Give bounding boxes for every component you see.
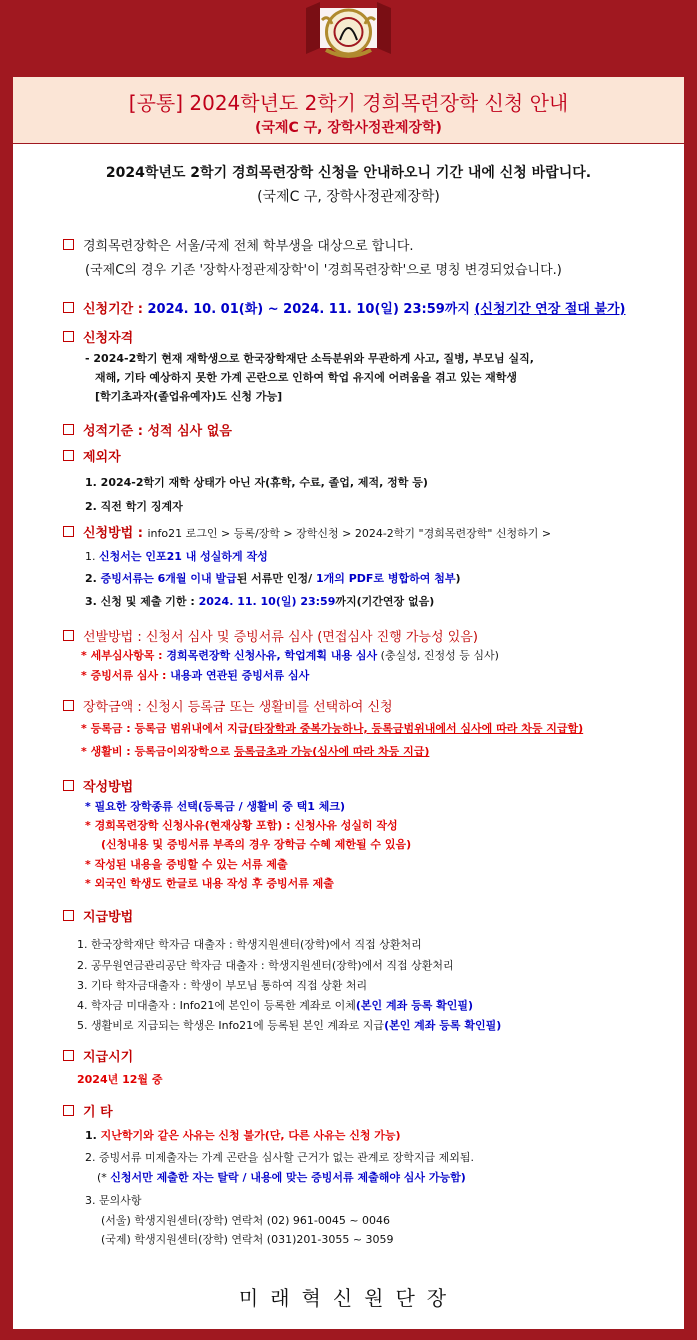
checkbox-icon xyxy=(63,1105,74,1116)
selection-line-2: * 증빙서류 심사 : 내용과 연관된 증빙서류 심사 xyxy=(81,669,310,682)
checkbox-icon xyxy=(63,910,74,921)
university-emblem-icon xyxy=(300,0,397,66)
payment-line-2: 2. 공무원연금관리공단 학자금 대출자 : 학생지원센터(장학)에서 직접 상환처리 xyxy=(77,959,454,972)
payment-method-section: 지급방법 xyxy=(63,906,133,925)
writing-line-5: * 외국인 학생도 한글로 내용 작성 후 증빙서류 제출 xyxy=(85,877,334,890)
checkbox-icon xyxy=(63,1050,74,1061)
checkbox-icon xyxy=(63,239,74,250)
writing-line-2: * 경희목련장학 신청사유(현재상황 포함) : 신청사유 성실히 작성 xyxy=(85,819,398,832)
eligibility-line-3: [학기초과자(졸업유예자)도 신청 가능] xyxy=(95,390,283,403)
writing-section: 작성방법 xyxy=(63,776,133,795)
contact-seoul: (서울) 학생지원센터(장학) 연락처 (02) 961-0045 ~ 0046 xyxy=(101,1214,391,1227)
exclusion-item-1: 1. 2024-2학기 재학 상태가 아닌 자(휴학, 수료, 졸업, 제적, 정학 등) xyxy=(85,476,428,489)
amount-line-2: * 생활비 : 등록금이외장학으로 등록금초과 가능(심사에 따라 차등 지급) xyxy=(81,745,430,758)
notice-body xyxy=(13,144,684,1329)
checkbox-icon xyxy=(63,302,74,313)
eligibility-line-2: 재해, 기타 예상하지 못한 가계 곤란으로 인하여 학업 유지에 어려움을 겪고 있는 재학생 xyxy=(95,371,518,384)
amount-section: 장학금액 : 신청시 등록금 또는 생활비를 선택하여 신청 xyxy=(63,696,393,715)
checkbox-icon xyxy=(63,526,74,537)
exclusion-item-2: 2. 직전 학기 징계자 xyxy=(85,500,183,513)
period-section: 신청기간 : 2024. 10. 01(화) ~ 2024. 11. 10(일) 23:59까지 (신청기간 연장 절대 불가) xyxy=(63,298,626,317)
checkbox-icon xyxy=(63,424,74,435)
checkbox-icon xyxy=(63,780,74,791)
intro-line-2: (국제C 구, 장학사정관제장학) xyxy=(257,189,440,205)
payment-time-value: 2024년 12월 중 xyxy=(77,1073,163,1086)
contact-global: (국제) 학생지원센터(장학) 연락처 (031)201-3055 ~ 3059 xyxy=(101,1233,394,1246)
method-item-2: 2. 증빙서류는 6개월 이내 발급된 서류만 인정/ 1개의 PDF로 병합하여 첨부) xyxy=(85,572,461,585)
checkbox-icon xyxy=(63,331,74,342)
etc-section: 기 타 xyxy=(63,1101,113,1120)
payment-time-section: 지급시기 xyxy=(63,1046,133,1065)
selection-line-1: * 세부심사항목 : 경희목련장학 신청사유, 학업계획 내용 심사 (충실성, 진정성 등 심사) xyxy=(81,649,499,662)
writing-line-3: (신청내용 및 증빙서류 부족의 경우 장학금 수혜 제한될 수 있음) xyxy=(101,838,412,851)
checkbox-icon xyxy=(63,630,74,641)
etc-line-2: 2. 증빙서류 미제출자는 가계 곤란을 심사할 근거가 없는 관계로 장학지급 제외됨. xyxy=(85,1151,474,1164)
intro-line-1: 2024학년도 2학기 경희목련장학 신청을 안내하오니 기간 내에 신청 바랍니다. xyxy=(105,165,592,181)
etc-line-3: 3. 문의사항 xyxy=(85,1194,142,1207)
grade-section: 성적기준 : 성적 심사 없음 xyxy=(63,420,232,439)
method-section: 신청방법 : info21 로그인 > 등록/장학 > 장학신청 > 2024-2학기 "경희목련장학" 신청하기 > xyxy=(63,522,551,541)
writing-line-4: * 작성된 내용을 증빙할 수 있는 서류 제출 xyxy=(85,858,288,871)
etc-line-1: 1. 지난학기와 같은 사유는 신청 불가(단, 다른 사유는 신청 가능) xyxy=(85,1129,401,1142)
page-title: [공통] 2024학년도 2학기 경희목련장학 신청 안내 xyxy=(128,91,569,115)
eligibility-section: 신청자격 xyxy=(63,327,133,346)
page-subtitle: (국제C 구, 장학사정관제장학) xyxy=(255,120,442,136)
method-item-3: 3. 신청 및 제출 기한 : 2024. 11. 10(일) 23:59까지(기간연장 없음) xyxy=(85,595,435,608)
issuer-signature: 미래혁신원단장 xyxy=(238,1286,459,1310)
payment-line-3: 3. 기타 학자금대출자 : 학생이 부모님 통하여 직접 상환 처리 xyxy=(77,979,368,992)
payment-line-1: 1. 한국장학재단 학자금 대출자 : 학생지원센터(장학)에서 직접 상환처리 xyxy=(77,938,422,951)
selection-section: 선발방법 : 신청서 심사 및 증빙서류 심사 (면접심사 진행 가능성 있음) xyxy=(63,626,478,645)
method-item-1: 1. 신청서는 인포21 내 성실하게 작성 xyxy=(85,550,268,563)
checkbox-icon xyxy=(63,700,74,711)
payment-line-4: 4. 학자금 미대출자 : Info21에 본인이 등록한 계좌로 이체(본인 계좌 등록 확인필) xyxy=(77,999,474,1012)
amount-line-1: * 등록금 : 등록금 범위내에서 지급(타장학과 중복가능하나, 등록금범위내에서 심사에 따라 차등 지급함) xyxy=(81,722,584,735)
title-banner xyxy=(13,77,684,143)
writing-line-1: * 필요한 장학종류 선택(등록금 / 생활비 중 택1 체크) xyxy=(85,800,346,813)
exclusion-section: 제외자 xyxy=(63,446,121,465)
target-section: 경희목련장학은 서울/국제 전체 학부생을 대상으로 합니다. xyxy=(63,235,414,254)
etc-line-2-note: (* 신청서만 제출한 자는 탈락 / 내용에 맞는 증빙서류 제출해야 심사 가능함) xyxy=(97,1171,466,1184)
eligibility-line-1: - 2024-2학기 현재 재학생으로 한국장학재단 소득분위와 무관하게 사고, 질병, 부모님 실직, xyxy=(85,352,534,365)
payment-line-5: 5. 생활비로 지급되는 학생은 Info21에 등록된 본인 계좌로 지급(본인 계좌 등록 확인필) xyxy=(77,1019,502,1032)
checkbox-icon xyxy=(63,450,74,461)
target-note: (국제C의 경우 기존 '장학사정관제장학'이 '경희목련장학'으로 명칭 변경되었습니다.) xyxy=(85,263,562,278)
